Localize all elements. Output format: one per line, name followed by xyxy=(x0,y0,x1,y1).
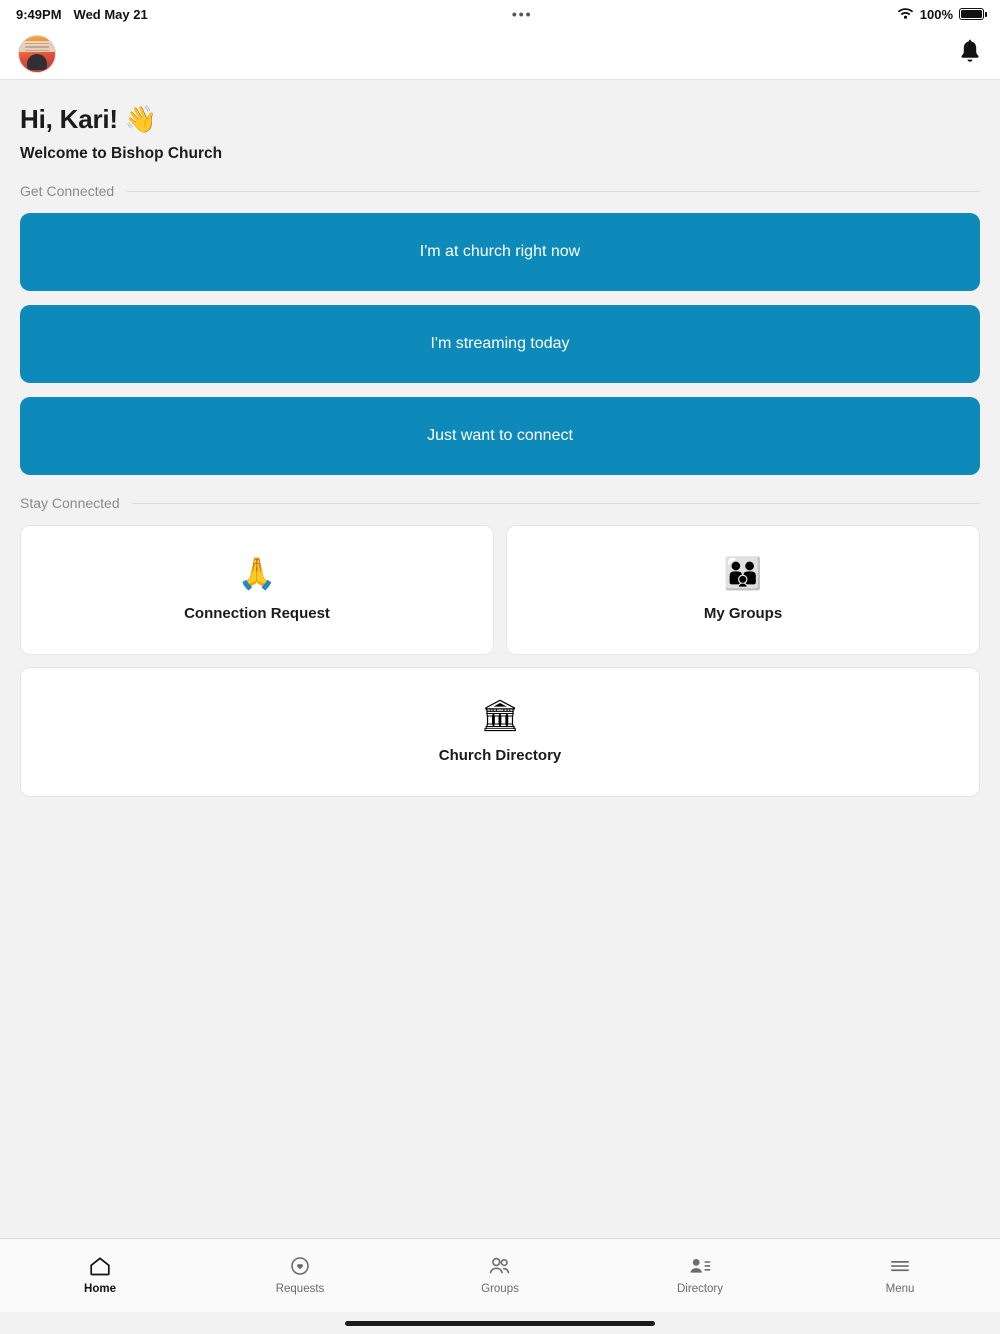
avatar[interactable] xyxy=(18,35,56,73)
tab-label: Home xyxy=(84,1283,116,1295)
status-bar xyxy=(0,0,1000,28)
tab-menu[interactable] xyxy=(800,1239,1000,1312)
home-indicator-area xyxy=(0,1312,1000,1334)
battery-percent-label: 100% xyxy=(919,6,953,22)
praying-hands-icon: 🙏 xyxy=(237,556,277,591)
at-church-now-button[interactable]: I'm at church right now xyxy=(20,213,980,291)
get-connected-actions xyxy=(20,213,980,475)
heart-badge-icon xyxy=(289,1256,311,1276)
home-icon xyxy=(89,1256,111,1276)
tab-label: Directory xyxy=(676,1283,723,1295)
tab-label: Requests xyxy=(275,1283,325,1295)
section-header-stay-connected xyxy=(20,495,980,511)
stay-connected-tiles xyxy=(20,525,980,797)
avatar-head xyxy=(27,54,47,70)
page-title: Hi, Kari! 👋 xyxy=(20,104,158,134)
streaming-today-button[interactable]: I'm streaming today xyxy=(20,305,980,383)
people-icon xyxy=(488,1256,512,1276)
divider xyxy=(132,503,980,504)
avatar-band xyxy=(19,41,55,52)
main-content xyxy=(0,80,1000,1238)
tab-directory[interactable] xyxy=(600,1239,800,1312)
tile-church-directory[interactable] xyxy=(20,667,980,797)
home-indicator[interactable] xyxy=(345,1321,655,1326)
just-want-to-connect-button[interactable]: Just want to connect xyxy=(20,397,980,475)
divider xyxy=(126,191,980,192)
contact-card-icon xyxy=(688,1256,712,1276)
tile-connection-request[interactable] xyxy=(20,525,494,655)
battery-full-icon xyxy=(959,8,984,20)
bottom-tab-bar xyxy=(0,1238,1000,1312)
section-label: Get Connected xyxy=(20,183,115,199)
tile-label: Church Directory xyxy=(438,747,562,764)
hamburger-menu-icon xyxy=(889,1256,911,1276)
church-directory-icon: 🏛 xyxy=(480,698,520,733)
tile-my-groups[interactable] xyxy=(506,525,980,655)
bell-icon[interactable] xyxy=(958,39,982,69)
status-bar-right xyxy=(897,7,984,22)
status-time: 9:49PM xyxy=(16,6,62,22)
group-of-people-icon: 👪 xyxy=(723,556,763,591)
tile-label: My Groups xyxy=(703,605,783,622)
app-header xyxy=(0,28,1000,80)
tile-label: Connection Request xyxy=(184,605,330,622)
welcome-subtitle: Welcome to Bishop Church xyxy=(20,145,223,162)
status-bar-left xyxy=(16,7,148,22)
section-header-get-connected xyxy=(20,183,980,199)
tab-home[interactable] xyxy=(0,1239,200,1312)
tab-label: Groups xyxy=(481,1283,519,1295)
status-date: Wed May 21 xyxy=(73,6,148,22)
status-bar-center xyxy=(148,7,897,21)
dynamic-island-dots-icon: ••• xyxy=(511,6,533,22)
section-label: Stay Connected xyxy=(20,495,120,511)
tab-groups[interactable] xyxy=(400,1239,600,1312)
wifi-icon xyxy=(897,7,914,22)
tab-label: Menu xyxy=(885,1283,915,1295)
tab-requests[interactable] xyxy=(200,1239,400,1312)
